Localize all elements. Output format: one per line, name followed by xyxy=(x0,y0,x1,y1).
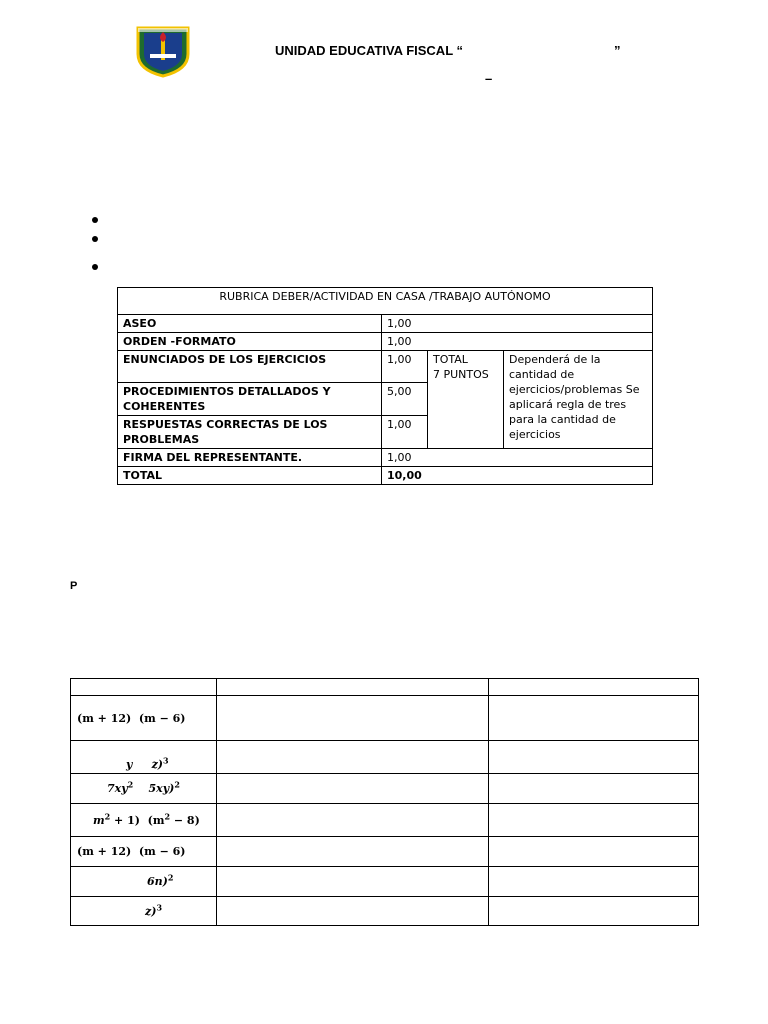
exercise-work-cell xyxy=(217,867,489,897)
rubric-value: 1,00 xyxy=(382,416,428,449)
section-letter: P xyxy=(70,580,78,592)
rubric-total-points: 7 PUNTOS xyxy=(433,368,489,381)
exercise-cell xyxy=(71,867,217,897)
exercise-expression: y z)$^3$ xyxy=(126,755,169,771)
bullet-1 xyxy=(92,217,98,223)
bullet-2 xyxy=(92,236,98,242)
exercise-work-cell xyxy=(217,897,489,926)
rubric-label: RESPUESTAS CORRECTAS DE LOS PROBLEMAS xyxy=(118,416,382,449)
exercise-answer-cell xyxy=(489,837,699,867)
rubric-total-cell xyxy=(428,351,504,449)
rubric-value: 10,00 xyxy=(382,467,653,485)
school-title-quote-close: ” xyxy=(614,43,621,58)
exercise-expression: (m + 12) (m − 6) xyxy=(77,711,186,725)
exercise-header-cell xyxy=(217,679,489,696)
bullet-3 xyxy=(92,264,98,270)
exercise-expression: $m^2 + 1$) $(m^2 - 8)$ xyxy=(93,810,200,827)
rubric-note: Dependerá de la cantidad de ejercicios/problemas Se aplicará regla de tres para la cantidad de ejercicios xyxy=(504,351,653,449)
rubric-total-label: TOTAL xyxy=(433,353,468,366)
exercise-cell xyxy=(71,804,217,837)
exercise-cell xyxy=(71,837,217,867)
exercise-answer-cell xyxy=(489,696,699,741)
school-title: UNIDAD EDUCATIVA FISCAL “ xyxy=(275,43,464,58)
rubric-label: TOTAL xyxy=(118,467,382,485)
rubric-value: 5,00 xyxy=(382,383,428,416)
exercise-header-cell xyxy=(71,679,217,696)
exercise-answer-cell xyxy=(489,867,699,897)
rubric-value: 1,00 xyxy=(382,315,653,333)
exercise-expression: 6n)$^2$ xyxy=(147,872,174,888)
exercises-table xyxy=(70,678,699,926)
exercise-expression: z)$^3$ xyxy=(145,901,163,918)
exercise-answer-cell xyxy=(489,897,699,926)
school-logo xyxy=(134,24,192,78)
rubric-table xyxy=(117,287,653,485)
exercise-work-cell xyxy=(217,741,489,774)
exercise-work-cell xyxy=(217,804,489,837)
exercise-cell xyxy=(71,774,217,804)
header-dash: – xyxy=(485,71,493,86)
exercise-work-cell xyxy=(217,696,489,741)
rubric-title: RUBRICA DEBER/ACTIVIDAD EN CASA /TRABAJO AUTÓNOMO xyxy=(118,288,653,315)
rubric-value: 1,00 xyxy=(382,449,653,467)
exercise-work-cell xyxy=(217,837,489,867)
rubric-label: ASEO xyxy=(118,315,382,333)
exercise-answer-cell xyxy=(489,741,699,774)
exercise-cell xyxy=(71,741,217,774)
rubric-label: FIRMA DEL REPRESENTANTE. xyxy=(118,449,382,467)
exercise-header-cell xyxy=(489,679,699,696)
exercise-expression: (m + 12) (m − 6) xyxy=(77,845,186,858)
rubric-value: 1,00 xyxy=(382,351,428,383)
rubric-value: 1,00 xyxy=(382,333,653,351)
exercise-answer-cell xyxy=(489,804,699,837)
rubric-label: ORDEN -FORMATO xyxy=(118,333,382,351)
exercise-answer-cell xyxy=(489,774,699,804)
exercise-expression: $7xy^2$ 5xy)$^2$ xyxy=(107,779,180,795)
rubric-label: PROCEDIMIENTOS DETALLADOS Y COHERENTES xyxy=(118,383,382,416)
exercise-work-cell xyxy=(217,774,489,804)
exercise-cell xyxy=(71,696,217,741)
rubric-label: ENUNCIADOS DE LOS EJERCICIOS xyxy=(118,351,382,383)
exercise-cell xyxy=(71,897,217,926)
